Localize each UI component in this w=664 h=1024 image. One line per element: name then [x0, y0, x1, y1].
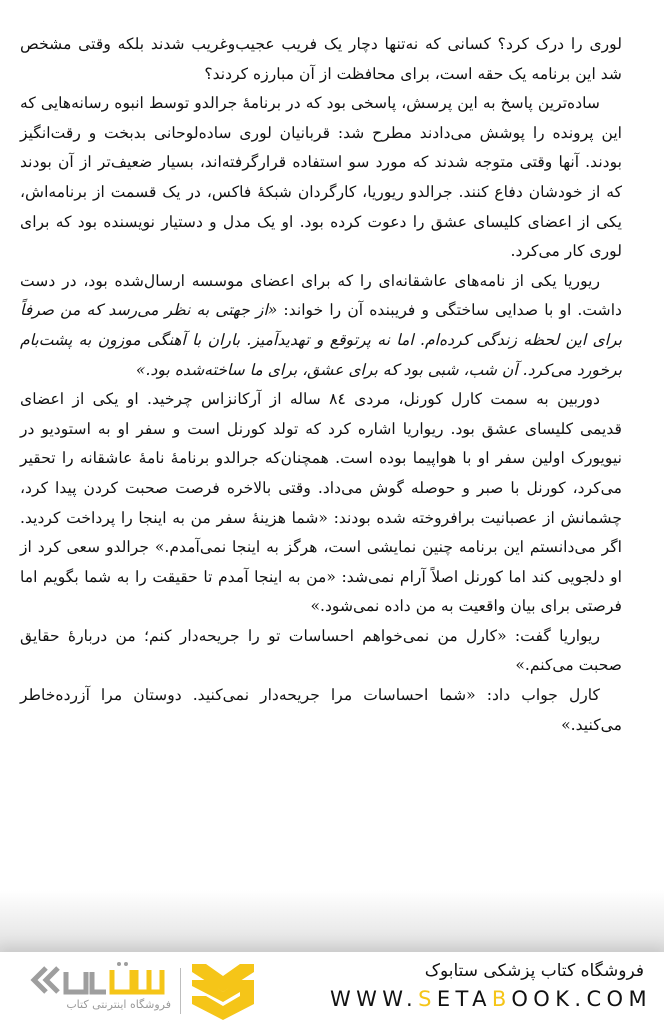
logo-subtitle: فروشگاه اینترنتی کتاب	[66, 998, 171, 1011]
chevron-s-logo-icon	[192, 964, 254, 1020]
url-part: OOK.COM	[511, 987, 652, 1011]
store-url-link[interactable]	[330, 984, 652, 1014]
store-info[interactable]	[330, 960, 652, 1014]
url-part-highlight: S	[418, 987, 437, 1011]
love-letter-quote: «از جهتی به نظر می‌رسد که من صرفاً برای این لحظه زندگی کرده‌ام. اما نه پرتوقع و تهدیدآمیز. باران با آهنگی موزون به پشت‌بام برخورد می‌کرد. آن شب، شبی بود که برای عشق، برای ما ساخته‌شده بود.»	[20, 301, 622, 379]
paragraph-2: ساده‌ترین پاسخ به این پرسش، پاسخی بود که در برنامهٔ جرالدو توسط انبوه رسانه‌هایی که این پرونده را پوشش می‌دادند مطرح شد: قربانیان لوری ساده‌لوحانی بدبخت و رقت‌انگیز بودند. آنها وقتی متوجه شدند که مورد سو استفاده قرارگرفته‌اند، بسیار ضعیف‌تر از آن بودند که از خودشان دفاع کنند. جرالدو ریوریا، کارگردان شبکهٔ فاکس، در یک قسمت از برنامه‌اش، یکی از اعضای کلیسای عشق را دعوت کرده بود. او یک مدل و دستیار نویسنده بود که برای لوری کار می‌کرد.	[20, 94, 622, 261]
paragraph-1: لوری را درک کرد؟ کسانی که نه‌تنها دچار یک فریب عجیب‌وغریب شدند بلکه وقتی مشخص شد این برنامه یک حقه است، برای محافظت از آن مبارزه کردند؟	[20, 35, 622, 83]
store-name: فروشگاه کتاب پزشکی ستابوک	[424, 961, 644, 981]
url-part: ETA	[436, 987, 492, 1011]
url-part: WWW.	[329, 987, 419, 1011]
paragraph-5: ریواریا گفت: «کارل من نمی‌خواهم احساسات تو را جریحه‌دار کنم؛ من دربارهٔ حقایق صحبت می‌کنم.»	[20, 626, 622, 675]
setabook-wordmark-icon	[28, 962, 168, 998]
paragraph-3	[20, 267, 622, 385]
store-banner[interactable]	[0, 952, 664, 1024]
paragraph-3-lead: ریوریا یکی از نامه‌های عاشقانه‌ای را که برای اعضای موسسه ارسال‌شده بود، در دست داشت. او با صدایی ساختگی و فریبنده آن را خواند:	[20, 271, 622, 320]
page-fade-shadow	[0, 890, 664, 960]
page-text	[20, 30, 622, 740]
logo-divider	[180, 968, 181, 1014]
url-part-highlight: B	[491, 987, 512, 1011]
paragraph-4: دوربین به سمت کارل کورنل، مردی ۸٤ ساله از آرکانزاس چرخید. او یکی از اعضای قدیمی کلیسای عشق بود. ریواریا اشاره کرد که تولد کورنل است و سفر او به استودیو در نیویورک اولین سفر او با هواپیما بوده است. همچنان‌که جرالدو برنامهٔ نامهٔ عاشقانه را تحقیر می‌کرد، کورنل با صبر و حوصله گوش می‌داد. وقتی بالاخره فرصت صحبت کردن پیدا کرد، چشمانش از عصبانیت برافروخته شده بودند: «شما هزینهٔ سفر من به اینجا را پرداخت کردید. اگر می‌دانستم این برنامه چنین نمایشی است، هرگز به اینجا نمی‌آمدم.» جرالدو سعی کرد از او دلجویی کند اما کورنل اصلاً آرام نمی‌شد: «من به اینجا آمدم تا حقیقت را به شما بگویم اما فرصتی برای بیان واقعیت به من داده نمی‌شود.»	[20, 390, 622, 616]
paragraph-6: کارل جواب داد: «شما احساسات مرا جریحه‌دار نمی‌کنید. دوستان مرا آزرده‌خاطر می‌کنید.»	[20, 686, 622, 734]
store-logo[interactable]	[28, 958, 258, 1020]
